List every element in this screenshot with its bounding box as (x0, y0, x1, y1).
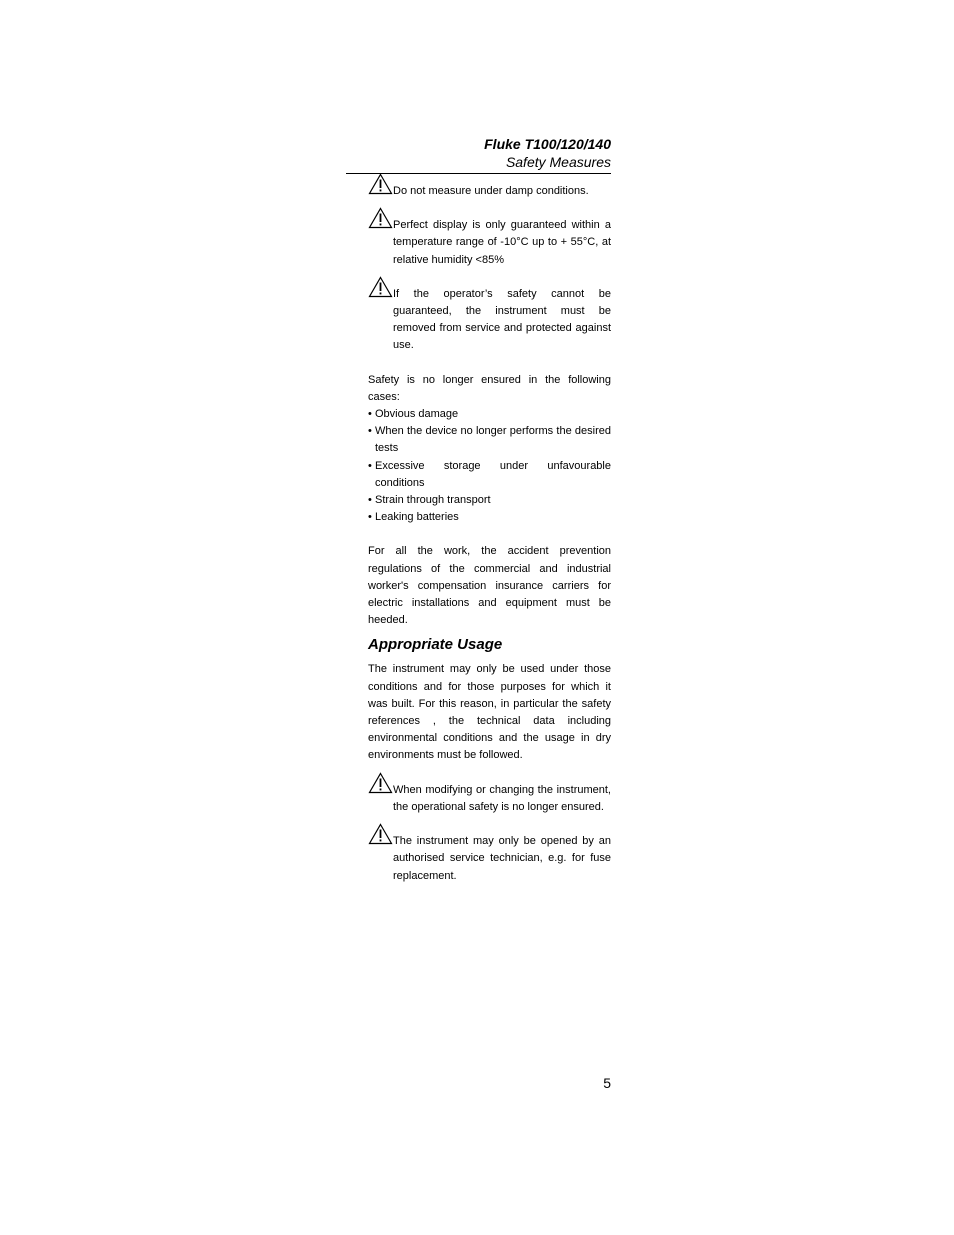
product-title: Fluke T100/120/140 (484, 136, 611, 152)
safety-cases-intro: Safety is no longer ensured in the following cases: (368, 373, 611, 403)
warning-damp (368, 183, 611, 200)
warning-temperature (368, 217, 611, 269)
list-item: • When the device no longer performs the desired tests (368, 423, 611, 457)
warning-triangle-icon (368, 772, 393, 794)
list-item: • Strain through transport (368, 492, 611, 509)
warning-modification (368, 782, 611, 816)
warning-triangle-icon (368, 823, 393, 845)
list-item: • Leaking batteries (368, 509, 611, 526)
appropriate-usage-paragraph: The instrument may only be used under those conditions and for those purposes for which it was built. For this reason, in particular the safety references , the technical data including environmental conditions and the usage in dry environments must be followed. (368, 663, 611, 762)
warning-text: The instrument may only be opened by an authorised service technician, e.g. for fuse replacement. (393, 835, 611, 882)
section-title: Safety Measures (505, 154, 611, 170)
regulations-paragraph: For all the work, the accident prevention regulations of the commercial and industrial worker's compensation insurance carriers for electric installations and equipment must be heeded. (368, 545, 611, 627)
warning-triangle-icon (368, 276, 393, 298)
running-header (346, 136, 611, 171)
warning-text: Do not measure under damp conditions. (393, 185, 589, 197)
appropriate-usage-heading: Appropriate Usage (368, 636, 503, 654)
warning-opening (368, 833, 611, 885)
warning-text: When modifying or changing the instrument, the operational safety is no longer ensured. (393, 783, 611, 813)
warning-text: Perfect display is only guaranteed within a temperature range of -10°C up to + 55°C, at relative humidity <85% (393, 219, 611, 266)
list-item: • Obvious damage (368, 406, 611, 423)
warning-text: If the operator’s safety cannot be guaranteed, the instrument must be removed from service and protected against use. (393, 287, 611, 352)
list-item: • Excessive storage under unfavourable conditions (368, 458, 611, 492)
page-number: 5 (603, 1075, 611, 1091)
warning-triangle-icon (368, 173, 393, 195)
warning-triangle-icon (368, 207, 393, 229)
page-content (368, 183, 611, 885)
warning-operator-safety (368, 286, 611, 355)
